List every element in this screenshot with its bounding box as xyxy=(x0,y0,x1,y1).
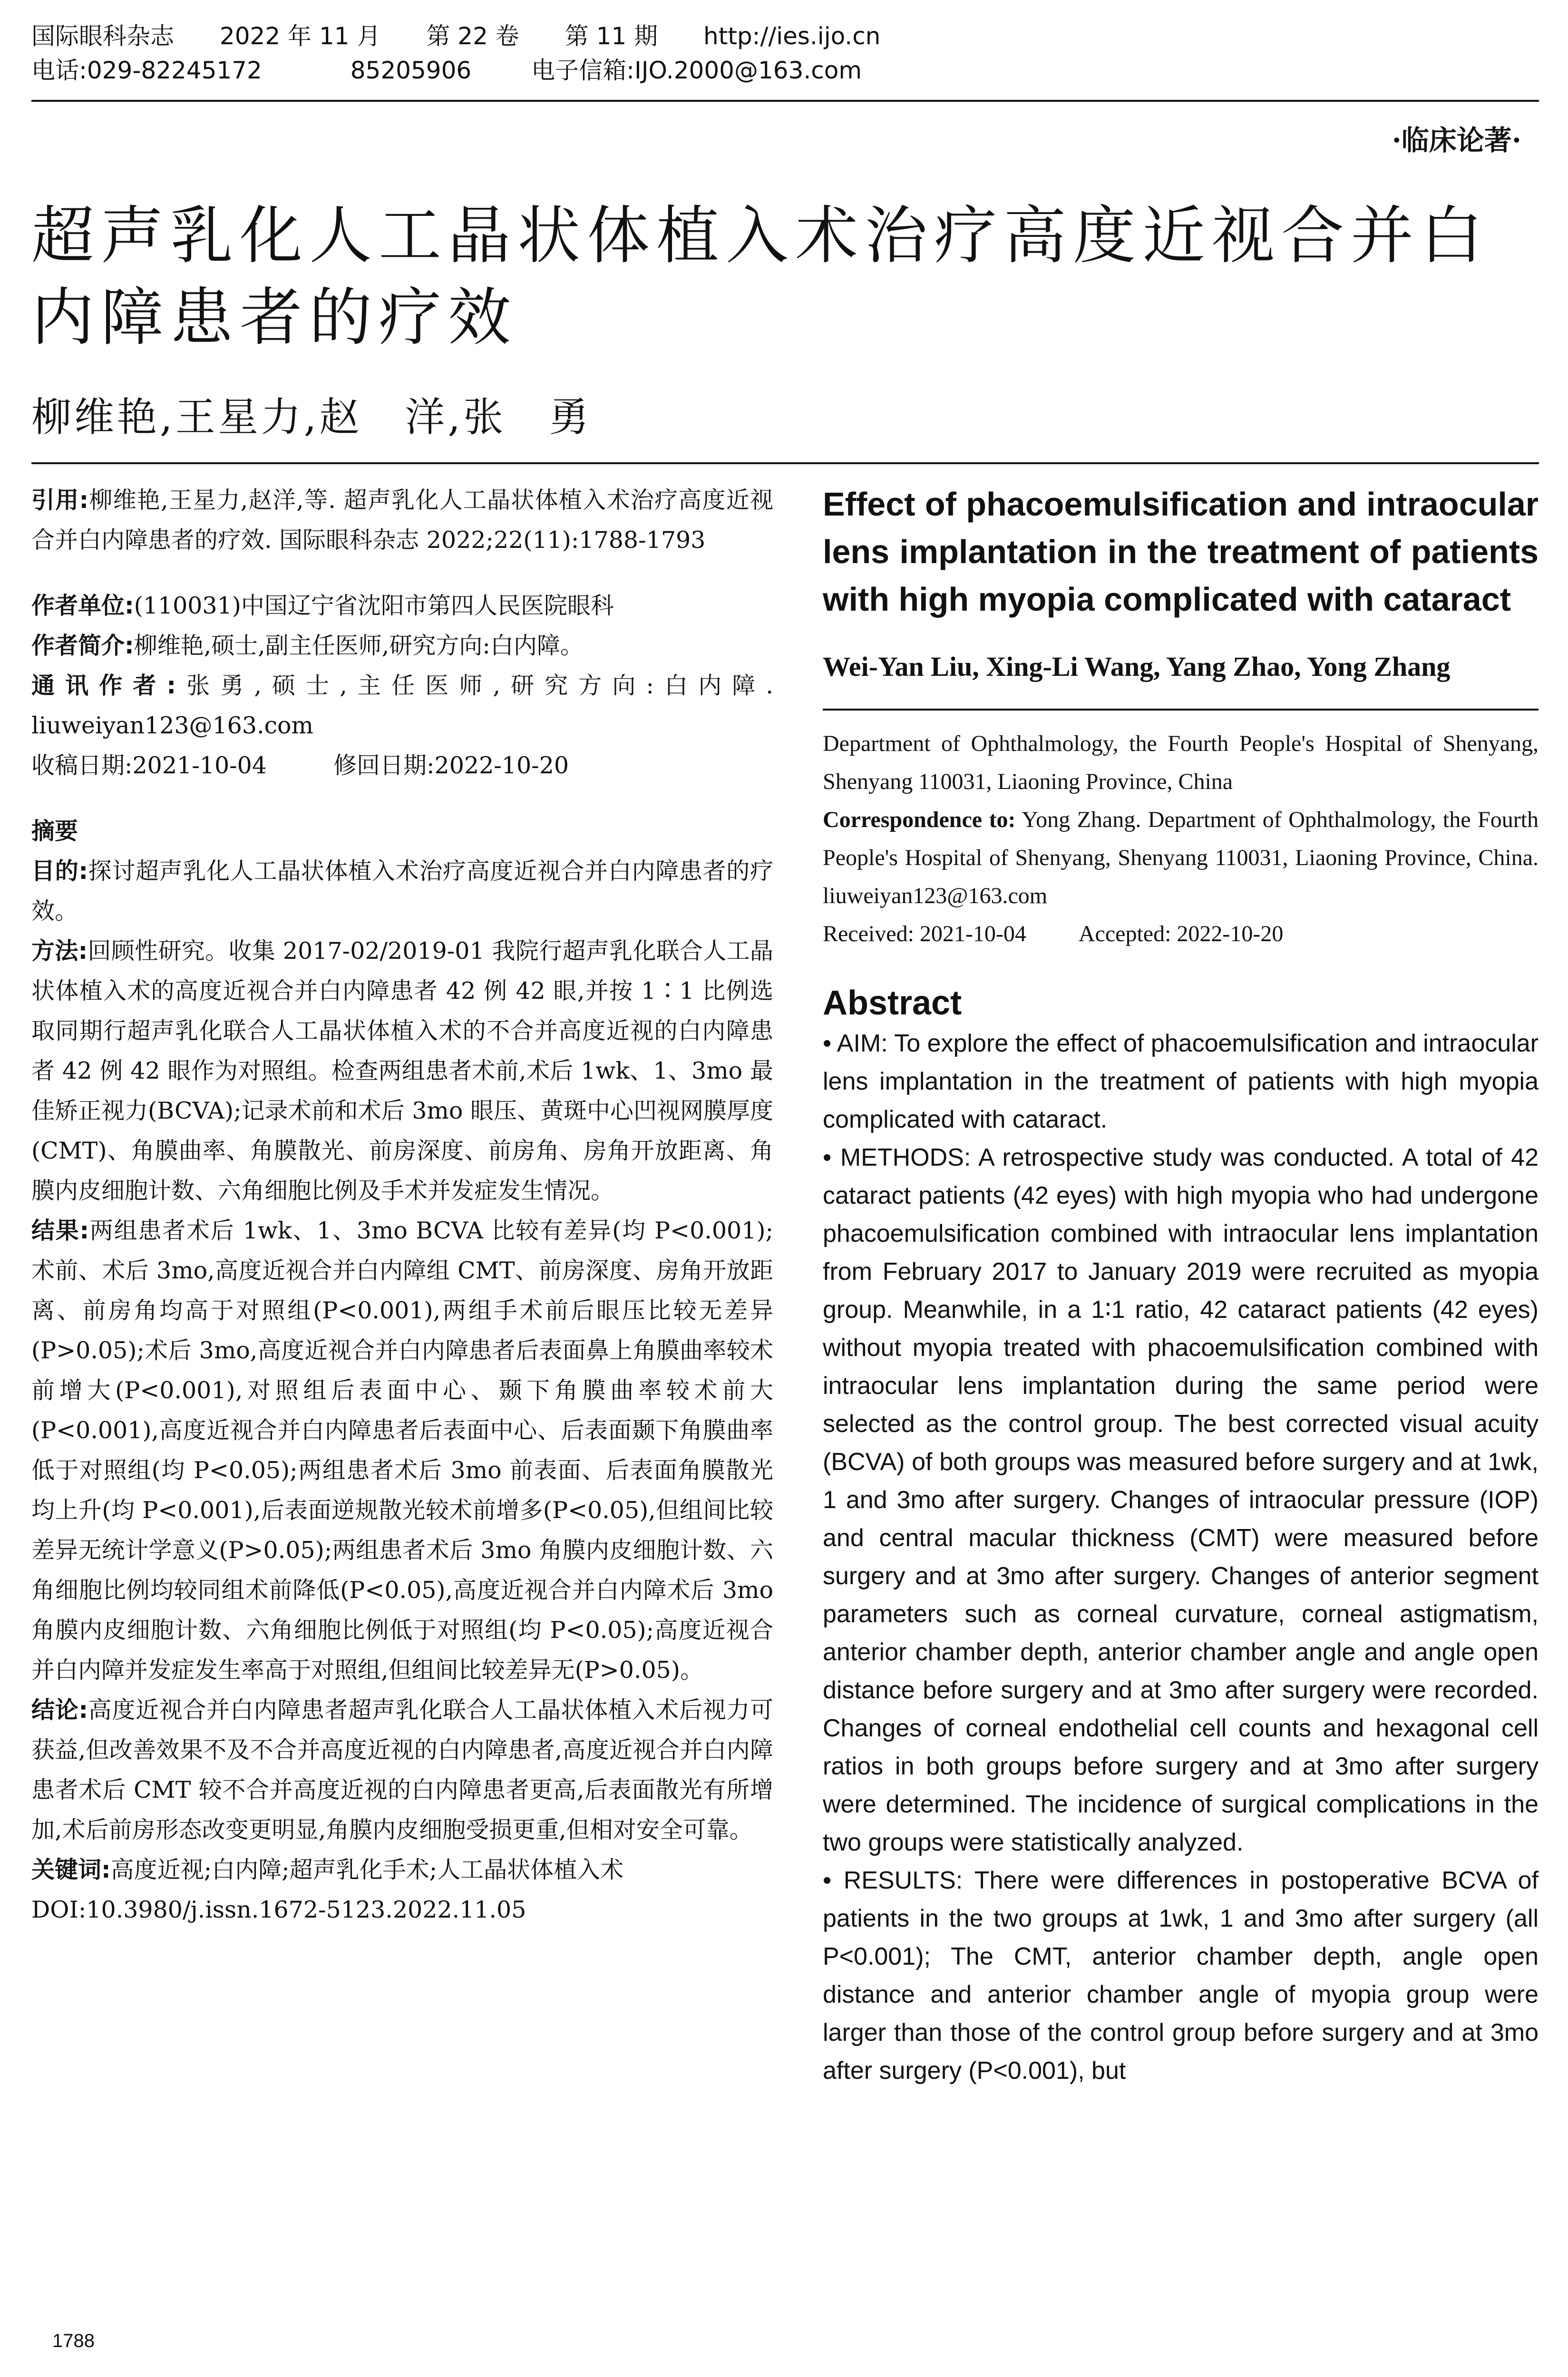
aim-label-cn: 目的: xyxy=(31,857,88,885)
author-bio xyxy=(31,626,773,666)
revised-date: 修回日期:2022-10-20 xyxy=(333,752,569,779)
methods-label-cn: 方法: xyxy=(31,937,88,964)
results-cn xyxy=(31,1211,773,1690)
bio-text: 柳维艳,硕士,副主任医师,研究方向:白内障。 xyxy=(134,632,584,659)
corr-text: 张勇,硕士,主任医师,研究方向:白内障. liuweiyan123@163.com xyxy=(31,672,773,739)
results-label-en: • RESULTS: xyxy=(823,1867,963,1894)
corr-label: 通讯作者: xyxy=(31,672,176,699)
corresponding-author xyxy=(31,666,773,746)
keywords-label-cn: 关键词: xyxy=(31,1856,111,1883)
english-affiliation-block xyxy=(823,725,1539,953)
english-rule xyxy=(823,709,1539,711)
article-title: 超声乳化人工晶状体植入术治疗高度近视合并白内障患者的疗效 xyxy=(31,199,1490,354)
english-title: Effect of phacoemulsification and intraocular lens implantation in the treatment of patients with high myopia complicated with cataract xyxy=(823,486,1539,618)
conclusion-cn xyxy=(31,1690,773,1850)
affiliation: Department of Ophthalmology, the Fourth People's Hospital of Shenyang, Shenyang 110031, Liaoning Province, China xyxy=(823,731,1539,794)
results-text-en: There were differences in postoperative BCVA of patients in the two groups at 1wk, 1 and 3mo after surgery (all P<0.001); The CMT, anterior chamber depth, angle open distance and anterior chamber angle of myopia group were larger than those of the control group before surgery and at 3mo after surgery (P<0.001), but xyxy=(823,1867,1539,2085)
header-line-2 xyxy=(31,53,1539,88)
methods-text-cn: 回顾性研究。收集 2017-02/2019-01 我院行超声乳化联合人工晶状体植入术的高度近视合并白内障患者 42 例 42 眼,并按 1∶1 比例选取同期行超声乳化联合人工晶状体植入术的不合并高度近视的白内障患者 42 例 42 眼作为对照组。检查两组患者术前,术后 1wk、1、3mo 最佳矫正视力(BCVA);记录术前和术后 3mo 眼压、黄斑中心凹视网膜厚度(CMT)、角膜曲率、角膜散光、前房深度、前房角、房角开放距离、角膜内皮细胞计数、六角细胞比例及手术并发症发生情况。 xyxy=(31,937,773,1204)
aim-en xyxy=(823,1024,1539,1139)
citation-label: 引用: xyxy=(31,487,89,514)
dates xyxy=(31,746,773,786)
journal-name: 国际眼科杂志 xyxy=(31,22,174,50)
unit-text: (110031)中国辽宁省沈阳市第四人民医院眼科 xyxy=(134,592,614,619)
methods-label-en: • METHODS: xyxy=(823,1144,971,1171)
title-rule xyxy=(31,462,1539,464)
aim-cn xyxy=(31,851,773,931)
chinese-column xyxy=(31,480,773,1930)
author-unit xyxy=(31,586,773,626)
aim-text-cn: 探讨超声乳化人工晶状体植入术治疗高度近视合并白内障患者的疗效。 xyxy=(31,857,773,925)
english-column xyxy=(823,480,1539,2090)
journal-email[interactable]: 电子信箱:IJO.2000@163.com xyxy=(531,57,862,84)
en-accepted: Accepted: 2022-10-20 xyxy=(1078,921,1284,946)
abstract-heading-en: Abstract xyxy=(823,984,962,1022)
issue: 第 11 期 xyxy=(565,22,658,50)
issue-date: 2022 年 11 月 xyxy=(219,22,381,50)
aim-text-en: To explore the effect of phacoemulsification and intraocular lens implantation in the treatment of patients with high myopia complicated with cataract. xyxy=(823,1030,1539,1133)
journal-url[interactable]: http://ies.ijo.cn xyxy=(703,22,881,50)
column-tag: ·临床论著· xyxy=(1392,124,1521,156)
english-abstract xyxy=(823,1024,1539,2090)
header-line-1 xyxy=(31,19,1539,53)
conclusion-text-cn: 高度近视合并白内障患者超声乳化联合人工晶状体植入术后视力可获益,但改善效果不及不合并高度近视的白内障患者,高度近视合并白内障患者术后 CMT 较不合并高度近视的白内障患者更高,后表面散光有所增加,术后前房形态改变更明显,角膜内皮细胞受损更重,但相对安全可靠。 xyxy=(31,1696,773,1843)
aim-label-en: • AIM: xyxy=(823,1030,888,1057)
methods-en xyxy=(823,1139,1539,1861)
page-number: 1788 xyxy=(52,2330,95,2351)
spacer xyxy=(31,560,773,586)
en-received: Received: 2021-10-04 xyxy=(823,921,1026,946)
correspondence xyxy=(823,801,1539,915)
citation-text: 柳维艳,王星力,赵洋,等. 超声乳化人工晶状体植入术治疗高度近视合并白内障患者的疗效. 国际眼科杂志 2022;22(11):1788-1793 xyxy=(31,487,773,554)
en-dates xyxy=(823,915,1539,953)
keywords-cn xyxy=(31,1850,773,1890)
correspondence-text: Yong Zhang. Department of Ophthalmology, the Fourth People's Hospital of Shenyang, Shenyang 110031, Liaoning Province, China. liuweiyan123@163.com xyxy=(823,807,1539,908)
doi[interactable]: DOI:10.3980/j.issn.1672-5123.2022.11.05 xyxy=(31,1896,526,1923)
results-label-cn: 结果: xyxy=(31,1217,89,1244)
phone: 电话:029-82245172 xyxy=(31,57,262,84)
phone-2: 85205906 xyxy=(350,57,472,84)
bio-label: 作者简介: xyxy=(31,632,134,659)
author-list: 柳维艳,王星力,赵 洋,张 勇 xyxy=(31,394,592,440)
methods-cn xyxy=(31,931,773,1211)
conclusion-label-cn: 结论: xyxy=(31,1696,88,1724)
journal-header xyxy=(31,19,1539,88)
citation xyxy=(31,480,773,560)
keywords-text-cn: 高度近视;白内障;超声乳化手术;人工晶状体植入术 xyxy=(110,1856,624,1883)
header-rule xyxy=(31,100,1539,102)
spacer xyxy=(31,786,773,811)
results-en xyxy=(823,1861,1539,2090)
volume: 第 22 卷 xyxy=(426,22,519,50)
results-text-cn: 两组患者术后 1wk、1、3mo BCVA 比较有差异(均 P<0.001);术前、术后 3mo,高度近视合并白内障组 CMT、前房深度、房角开放距离、前房角均高于对照组(P<0.001),两组手术前后眼压比较无差异(P>0.05);术后 3mo,高度近视合并白内障患者后表面鼻上角膜曲率较术前增大(P<0.001),对照组后表面中心、颞下角膜曲率较术前大(P<0.001),高度近视合并白内障患者后表面中心、后表面颞下角膜曲率低于对照组(均 P<0.05);两组患者术后 3mo 前表面、后表面角膜散光均上升(均 P<0.001),后表面逆规散光较术前增多(P<0.05),但组间比较差异无统计学意义(P>0.05);两组患者术后 3mo 角膜内皮细胞计数、六角细胞比例均较同组术前降低(P<0.05),高度近视合并白内障术后 3mo 角膜内皮细胞计数、六角细胞比例低于对照组(均 P<0.05);高度近视合并白内障并发症发生率高于对照组,但组间比较差异无(P>0.05)。 xyxy=(31,1217,773,1684)
abstract-heading-cn: 摘要 xyxy=(31,818,78,845)
english-authors: Wei-Yan Liu, Xing-Li Wang, Yang Zhao, Yong Zhang xyxy=(823,651,1451,682)
unit-label: 作者单位: xyxy=(31,592,134,619)
correspondence-label: Correspondence to: xyxy=(823,807,1016,832)
received-date: 收稿日期:2021-10-04 xyxy=(31,752,267,779)
methods-text-en: A retrospective study was conducted. A total of 42 cataract patients (42 eyes) with high myopia who had undergone phacoemulsification combined with intraocular lens implantation from February 2017 to January 2019 were recruited as myopia group. Meanwhile, in a 1∶1 ratio, 42 cataract patients (42 eyes) without myopia treated with phacoemulsification combined with intraocular lens implantation during the same period were selected as the control group. The best corrected visual acuity (BCVA) of both groups was measured before surgery and at 1wk, 1 and 3mo after surgery. Changes of intraocular pressure (IOP) and central macular thickness (CMT) were measured before surgery and at 3mo after surgery. Changes of anterior segment parameters such as corneal curvature, corneal astigmatism, anterior chamber depth, anterior chamber angle and angle open distance before surgery and at 3mo after surgery were recorded. Changes of corneal endothelial cell counts and hexagonal cell ratios in both groups before surgery and at 3mo after surgery were determined. The incidence of surgical complications in the two groups were statistically analyzed. xyxy=(823,1144,1539,1856)
